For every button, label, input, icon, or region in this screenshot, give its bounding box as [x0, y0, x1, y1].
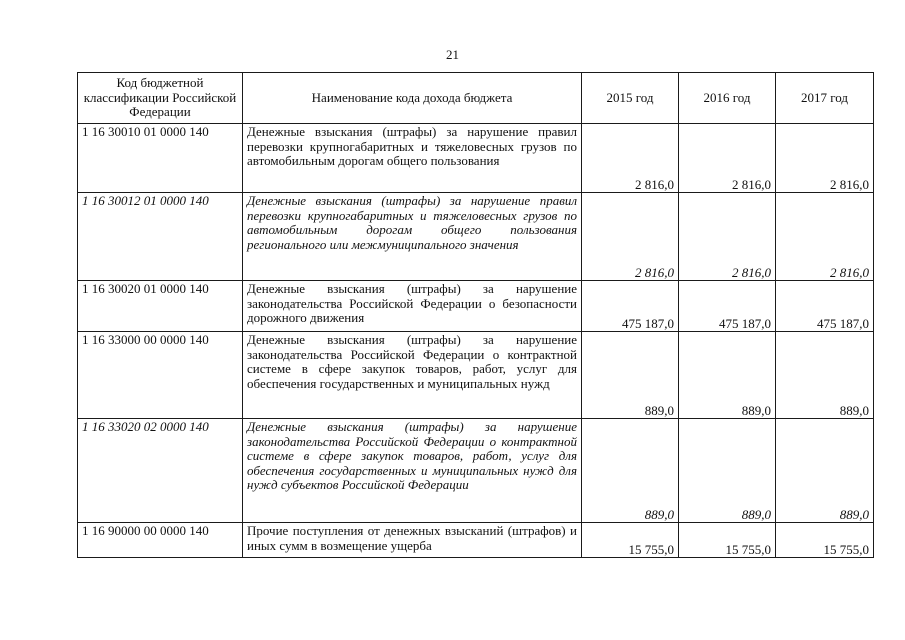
- row-value-2016: 15 755,0: [679, 523, 776, 558]
- row-value-2015: 889,0: [582, 419, 679, 523]
- table-row: [78, 281, 874, 332]
- row-value-2017: 2 816,0: [776, 124, 874, 193]
- row-value-2017: 475 187,0: [776, 281, 874, 332]
- row-name: Денежные взыскания (штрафы) за нарушение законодательства Российской Федерации о безопасности дорожного движения: [243, 281, 582, 332]
- row-value-2016: 2 816,0: [679, 124, 776, 193]
- row-value-2015: 475 187,0: [582, 281, 679, 332]
- row-code: 1 16 30020 01 0000 140: [78, 281, 243, 332]
- row-value-2017: 889,0: [776, 332, 874, 419]
- table-header-row: [78, 73, 874, 124]
- row-value-2016: 2 816,0: [679, 193, 776, 281]
- header-name: Наименование кода дохода бюджета: [243, 73, 582, 124]
- row-name: Денежные взыскания (штрафы) за нарушение законодательства Российской Федерации о контрактной системе в сфере закупок товаров, работ, услуг для обеспечения государственных и муниципальных нужд для нужд субъектов Российской Федерации: [243, 419, 582, 523]
- row-name: Прочие поступления от денежных взысканий (штрафов) и иных сумм в возмещение ущерба: [243, 523, 582, 558]
- row-code: 1 16 30012 01 0000 140: [78, 193, 243, 281]
- row-value-2016: 889,0: [679, 332, 776, 419]
- row-name: Денежные взыскания (штрафы) за нарушение правил перевозки крупногабаритных и тяжеловесных грузов по автомобильным дорогам общего пользования: [243, 124, 582, 193]
- row-value-2015: 889,0: [582, 332, 679, 419]
- row-value-2015: 2 816,0: [582, 124, 679, 193]
- row-code: 1 16 90000 00 0000 140: [78, 523, 243, 558]
- row-value-2015: 15 755,0: [582, 523, 679, 558]
- row-code: 1 16 30010 01 0000 140: [78, 124, 243, 193]
- row-name: Денежные взыскания (штрафы) за нарушение правил перевозки крупногабаритных и тяжеловесных грузов по автомобильным дорогам общего пользования регионального или межмуниципального значения: [243, 193, 582, 281]
- header-year-2017: 2017 год: [776, 73, 874, 124]
- row-value-2016: 475 187,0: [679, 281, 776, 332]
- header-year-2015: 2015 год: [582, 73, 679, 124]
- table-row: [78, 124, 874, 193]
- row-value-2017: 889,0: [776, 419, 874, 523]
- row-code: 1 16 33000 00 0000 140: [78, 332, 243, 419]
- table-row: [78, 523, 874, 558]
- table-row: [78, 419, 874, 523]
- row-value-2015: 2 816,0: [582, 193, 679, 281]
- row-value-2017: 15 755,0: [776, 523, 874, 558]
- page-number: 21: [446, 47, 459, 62]
- budget-revenue-table: [77, 72, 874, 558]
- row-name: Денежные взыскания (штрафы) за нарушение законодательства Российской Федерации о контрактной системе в сфере закупок товаров, работ, услуг для обеспечения государственных и муниципальных нужд: [243, 332, 582, 419]
- row-value-2016: 889,0: [679, 419, 776, 523]
- header-code: Код бюджетной классификации Российской Федерации: [78, 73, 243, 124]
- table-row: [78, 332, 874, 419]
- table-row: [78, 193, 874, 281]
- row-value-2017: 2 816,0: [776, 193, 874, 281]
- row-code: 1 16 33020 02 0000 140: [78, 419, 243, 523]
- header-year-2016: 2016 год: [679, 73, 776, 124]
